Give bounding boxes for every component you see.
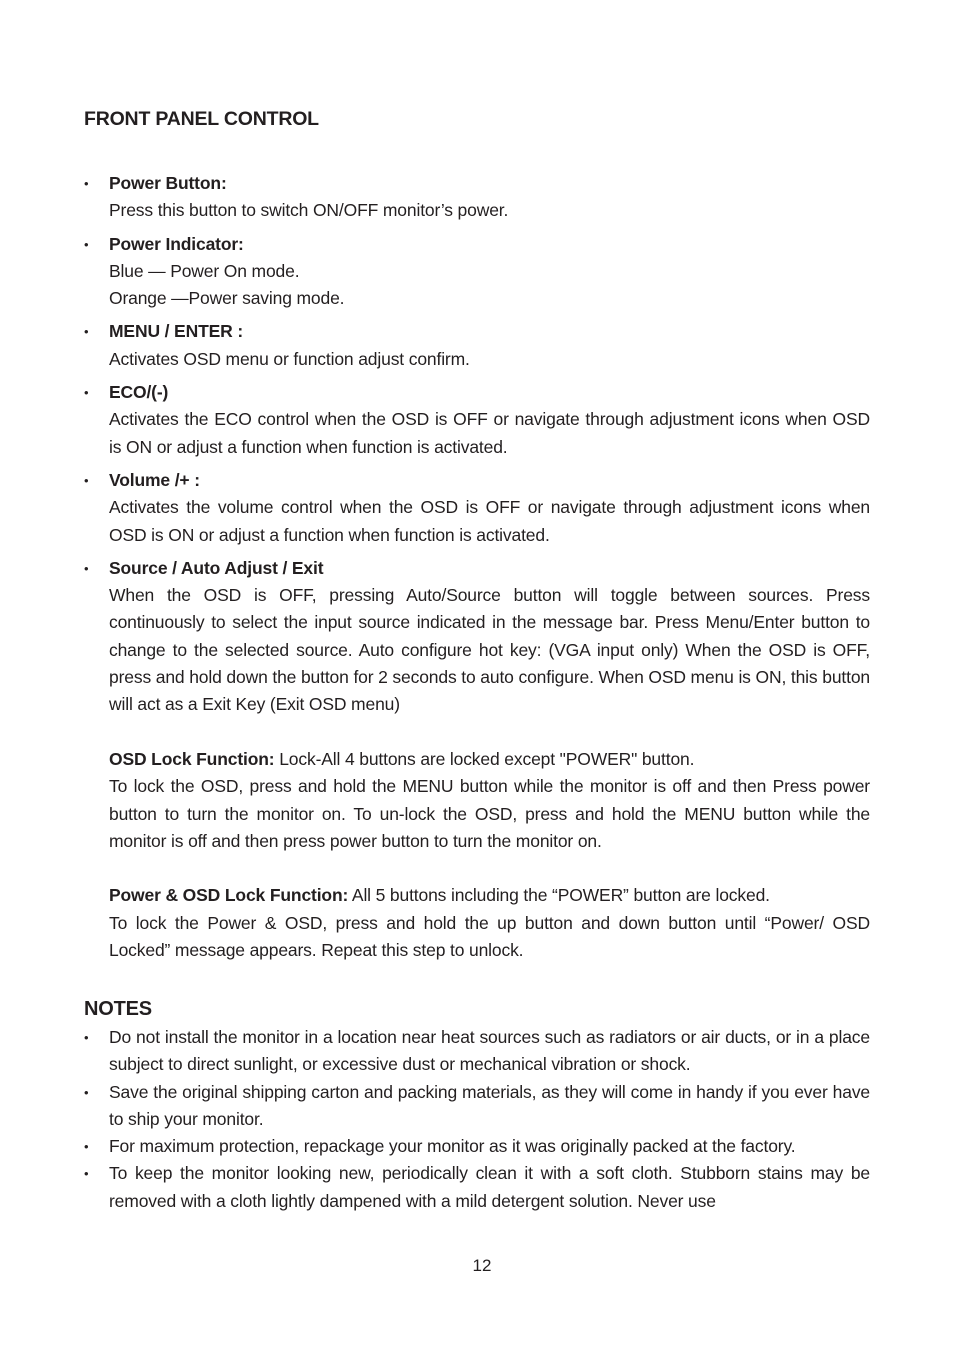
power-lock-label: Power & OSD Lock Function:	[109, 885, 349, 906]
item-text: Blue — Power On mode.	[109, 260, 300, 281]
item-title: Source / Auto Adjust / Exit	[109, 557, 324, 578]
bullet: •	[84, 472, 89, 488]
bullet: •	[84, 176, 89, 191]
item-title: MENU / ENTER :	[109, 321, 244, 342]
osd-lock-label: OSD Lock Function:	[109, 748, 275, 769]
item-text: Orange —Power saving mode.	[109, 288, 345, 309]
note-item	[84, 1079, 870, 1134]
list-item-source	[84, 555, 870, 964]
bullet: •	[84, 324, 89, 340]
note-text: To keep the monitor looking new, periodically clean it with a soft cloth. Stubborn stains may be removed with a cloth lightly dampened with a mild detergent solution. Never use	[109, 1163, 870, 1211]
bullet: •	[84, 1084, 89, 1100]
item-text: Activates OSD menu or function adjust confirm.	[109, 348, 470, 369]
bullet: •	[84, 1139, 89, 1155]
item-text: Activates the volume control when the OSD is OFF or navigate through adjustment icons when OSD is ON or adjust a function when function is activated.	[109, 497, 870, 545]
list-item-menu-enter	[84, 318, 870, 373]
notes-list	[84, 1024, 870, 1215]
list-item-volume	[84, 467, 870, 549]
bullet: •	[84, 236, 89, 252]
item-title: Power Indicator:	[109, 233, 244, 254]
item-text: Press this button to switch ON/OFF monitor’s power.	[109, 200, 509, 221]
bullet: •	[84, 385, 89, 401]
osd-lock-summary-line	[109, 746, 870, 773]
front-panel-list	[84, 170, 870, 970]
list-item-power-indicator	[84, 231, 870, 313]
page-number: 12	[472, 1256, 492, 1275]
note-item	[84, 1133, 870, 1160]
power-lock-summary-line	[109, 882, 870, 909]
bullet: •	[84, 1030, 89, 1045]
paragraph-gap	[109, 719, 870, 746]
note-item	[84, 1024, 870, 1079]
section-heading-front-panel: FRONT PANEL CONTROL	[84, 108, 319, 130]
item-title: Volume /+ :	[109, 469, 200, 490]
item-title: Power Button:	[109, 173, 227, 193]
note-item	[84, 1160, 870, 1215]
item-text: Activates the ECO control when the OSD is OFF or navigate through adjustment icons when OSD is ON or adjust a function when function is activated.	[109, 409, 870, 457]
osd-lock-summary: Lock-All 4 buttons are locked except "POWER" button.	[274, 748, 695, 769]
section-heading-notes: NOTES	[84, 998, 152, 1020]
list-item-power-button	[84, 170, 870, 225]
item-text: When the OSD is OFF, pressing Auto/Source button will toggle between sources. Press continuously to select the input source indicated in the message bar. Press Menu/Enter button to change to the selected source. Auto configure hot key: (VGA input only) When the OSD is OFF, press and hold down the button for 2 seconds to auto configure. When OSD menu is ON, this button will act as a Exit Key (Exit OSD menu)	[109, 585, 870, 715]
power-lock-summary: All 5 buttons including the “POWER” button are locked.	[348, 885, 770, 906]
item-title: ECO/(-)	[109, 382, 169, 403]
osd-lock-text: To lock the OSD, press and hold the MENU button while the monitor is off and then Press power button to turn the monitor on. To un-lock the OSD, press and hold the MENU button while the monitor is off and then press power button to turn the monitor on.	[109, 776, 870, 851]
bullet: •	[84, 560, 89, 576]
paragraph-gap	[109, 855, 870, 882]
note-text: Save the original shipping carton and packing materials, as they will come in handy if you ever have to ship your monitor.	[109, 1081, 870, 1129]
note-text: Do not install the monitor in a location near heat sources such as radiators or air ducts, or in a place subject to direct sunlight, or excessive dust or mechanical vibration or shock.	[109, 1027, 870, 1075]
power-lock-text: To lock the Power & OSD, press and hold the up button and down button until “Power/ OSD Locked” message appears. Repeat this step to unlock.	[109, 912, 870, 961]
note-text: For maximum protection, repackage your monitor as it was originally packed at the factory.	[109, 1136, 796, 1157]
bullet: •	[84, 1166, 89, 1182]
list-item-eco	[84, 379, 870, 461]
